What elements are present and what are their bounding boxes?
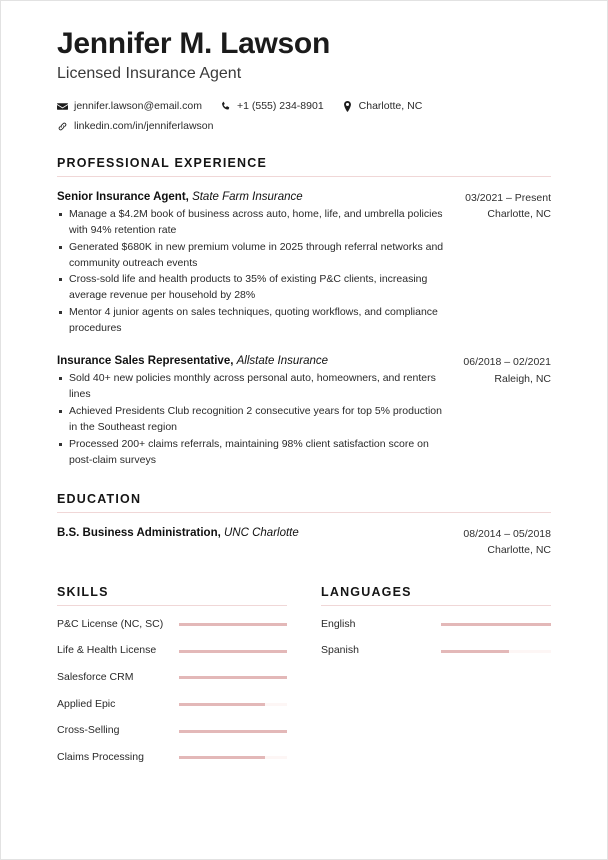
contact-linkedin-text: linkedin.com/in/jenniferlawson (74, 119, 214, 132)
experience-entry-left (57, 189, 451, 339)
section-skills (57, 585, 287, 778)
contact-phone-text: +1 (555) 234-8901 (236, 100, 324, 113)
skill-level-fill (179, 703, 265, 706)
education-entry-top (57, 525, 551, 559)
degree-name: B.S. Business Administration, (57, 527, 221, 540)
job-role: Insurance Sales Representative, (57, 355, 234, 368)
education-entry-meta (463, 525, 551, 559)
education-dates: 08/2014 – 05/2018 (463, 528, 551, 541)
skill-level-track (179, 623, 287, 626)
section-languages (321, 585, 551, 778)
resume-content (1, 1, 607, 777)
skill-level-track (179, 650, 287, 653)
experience-entry-left (57, 353, 449, 470)
language-label: Spanish (321, 644, 359, 657)
language-level-track (441, 650, 551, 653)
skill-row (57, 644, 287, 658)
skill-level-track (179, 676, 287, 679)
skill-level-fill (179, 756, 265, 759)
job-bullets (57, 371, 449, 469)
section-heading-languages: LANGUAGES (321, 585, 551, 606)
skill-level-fill (179, 650, 287, 653)
job-bullet: Achieved Presidents Club recognition 2 consecutive years for top 5% production in the Southeast region (57, 404, 449, 436)
contact-linkedin[interactable] (57, 119, 214, 134)
language-row (321, 644, 551, 658)
skill-label: Life & Health License (57, 644, 157, 657)
skill-level-track (179, 756, 287, 759)
skill-level-fill (179, 676, 287, 679)
skill-label: Applied Epic (57, 697, 116, 710)
skill-level-track (179, 703, 287, 706)
skill-label: Claims Processing (57, 750, 144, 763)
contact-row-links (57, 119, 551, 134)
school-name: UNC Charlotte (224, 527, 299, 540)
experience-entry-heading (57, 353, 449, 369)
education-entry (57, 525, 551, 559)
section-heading-skills: SKILLS (57, 585, 287, 606)
experience-entry-heading (57, 189, 451, 205)
contact-row-primary (57, 99, 551, 114)
section-experience (57, 156, 551, 471)
education-entry-left (57, 525, 449, 543)
job-bullet: Generated $680K in new premium volume in 2025 through referral networks and community outreach events (57, 240, 451, 272)
job-dates: 06/2018 – 02/2021 (463, 356, 551, 369)
job-role: Senior Insurance Agent, (57, 190, 189, 203)
experience-entry-top (57, 353, 551, 470)
job-location: Charlotte, NC (487, 207, 551, 220)
experience-entry-meta (463, 353, 551, 387)
section-heading-education: EDUCATION (57, 492, 551, 513)
language-level-fill (441, 650, 509, 653)
contact-location (342, 99, 423, 114)
job-location: Raleigh, NC (494, 372, 551, 385)
skill-row (57, 618, 287, 632)
experience-entry-meta (465, 189, 551, 223)
skills-languages-row (57, 585, 551, 778)
language-level-track (441, 623, 551, 626)
section-heading-experience: PROFESSIONAL EXPERIENCE (57, 156, 551, 177)
candidate-job-title: Licensed Insurance Agent (57, 65, 242, 82)
phone-icon (220, 101, 231, 112)
job-company: Allstate Insurance (236, 355, 329, 368)
education-entry-heading (57, 525, 449, 541)
experience-entry (57, 353, 551, 470)
contact-phone[interactable] (220, 99, 324, 114)
job-bullet: Manage a $4.2M book of business across auto, home, life, and umbrella policies with 94% retention rate (57, 207, 451, 239)
job-bullets (57, 207, 451, 338)
job-dates: 03/2021 – Present (465, 191, 551, 204)
language-level-fill (441, 623, 551, 626)
link-icon (57, 121, 68, 132)
language-row (321, 618, 551, 632)
skill-row (57, 671, 287, 685)
contact-email[interactable] (57, 99, 202, 114)
resume-header (57, 27, 551, 134)
email-icon (57, 101, 68, 112)
skill-row (57, 724, 287, 738)
section-education (57, 492, 551, 559)
skill-label: Cross-Selling (57, 724, 120, 737)
contact-location-text: Charlotte, NC (358, 100, 423, 113)
skill-label: Salesforce CRM (57, 670, 134, 683)
skill-row (57, 698, 287, 712)
job-bullet: Mentor 4 junior agents on sales techniques, quoting workflows, and compliance procedures (57, 305, 451, 337)
contact-email-text: jennifer.lawson@email.com (74, 100, 202, 113)
skill-label: P&C License (NC, SC) (57, 617, 164, 630)
skill-level-fill (179, 730, 287, 733)
experience-entry-top (57, 189, 551, 339)
skill-level-track (179, 730, 287, 733)
job-bullet: Sold 40+ new policies monthly across personal auto, homeowners, and renters lines (57, 371, 449, 403)
skill-row (57, 751, 287, 765)
job-bullet: Cross-sold life and health products to 35% of existing P&C clients, increasing average revenue per household by 28% (57, 272, 451, 304)
candidate-name: Jennifer M. Lawson (57, 27, 330, 60)
job-bullet: Processed 200+ claims referrals, maintaining 98% client satisfaction score on post-claim surveys (57, 437, 449, 469)
education-location: Charlotte, NC (487, 544, 551, 557)
job-company: State Farm Insurance (192, 190, 303, 203)
language-label: English (321, 617, 356, 630)
skill-level-fill (179, 623, 287, 626)
location-pin-icon (342, 101, 353, 112)
experience-entry (57, 189, 551, 339)
